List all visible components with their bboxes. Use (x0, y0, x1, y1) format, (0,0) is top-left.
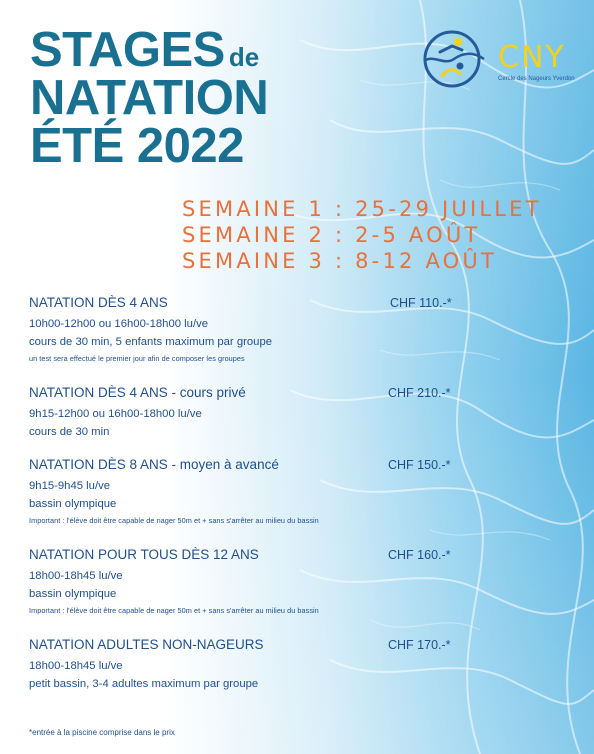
course-name: NATATION DÈS 4 ANS (29, 295, 168, 310)
week-2: SEMAINE 2 : 2-5 AOÛT (182, 223, 481, 247)
title-line-1: STAGES de (30, 23, 260, 77)
swimmer-icon (414, 28, 494, 90)
course-name: NATATION DÈS 4 ANS - cours privé (29, 385, 246, 400)
course-schedule: 10h00-12h00 ou 16h00-18h00 lu/ve (29, 318, 209, 330)
course-item (29, 385, 549, 441)
course-item (29, 547, 549, 619)
course-schedule: 9h15-12h00 ou 16h00-18h00 lu/ve (29, 408, 202, 420)
club-logo (414, 28, 574, 90)
course-name: NATATION DÈS 8 ANS - moyen à avancé (29, 457, 279, 472)
course-price: CHF 150.-* (388, 458, 451, 472)
week-1: SEMAINE 1 : 25-29 JUILLET (182, 197, 542, 221)
course-price: CHF 110.-* (390, 296, 452, 310)
course-detail: petit bassin, 3-4 adultes maximum par groupe (29, 678, 259, 690)
course-price: CHF 210.-* (388, 386, 451, 400)
weeks-list (182, 196, 542, 274)
course-note: Important : l'élève doit être capable de nager 50m et + sans s'arrêter au milieu du bassin (29, 606, 319, 615)
course-detail: bassin olympique (29, 498, 117, 510)
title-line-2: NATATION (30, 71, 269, 125)
title-de: de (228, 42, 260, 72)
course-item (29, 637, 549, 693)
logo-tagline: Cercle des Nageurs Yverdon (498, 76, 575, 82)
course-schedule: 9h15-9h45 lu/ve (29, 480, 111, 492)
course-schedule: 18h00-18h45 lu/ve (29, 570, 123, 582)
course-note: un test sera effectué le premier jour afin de composer les groupes (29, 354, 245, 363)
course-name: NATATION POUR TOUS DÈS 12 ANS (29, 547, 259, 562)
page-title (30, 23, 269, 173)
title-line-3: ÉTÉ 2022 (30, 119, 244, 173)
course-price: CHF 160.-* (388, 548, 451, 562)
course-detail: bassin olympique (29, 588, 117, 600)
course-detail: cours de 30 min (29, 426, 110, 438)
footnote: *entrée à la piscine comprise dans le prix (29, 728, 175, 737)
course-price: CHF 170.-* (388, 638, 451, 652)
course-detail: cours de 30 min, 5 enfants maximum par groupe (29, 336, 273, 348)
course-item (29, 295, 549, 367)
course-item (29, 457, 549, 529)
course-schedule: 18h00-18h45 lu/ve (29, 660, 123, 672)
logo-letters: CNY (498, 40, 566, 75)
week-3: SEMAINE 3 : 8-12 AOÛT (182, 249, 497, 273)
course-note: Important : l'élève doit être capable de nager 50m et + sans s'arrêter au milieu du bassin (29, 516, 319, 525)
course-name: NATATION ADULTES NON-NAGEURS (29, 637, 264, 652)
